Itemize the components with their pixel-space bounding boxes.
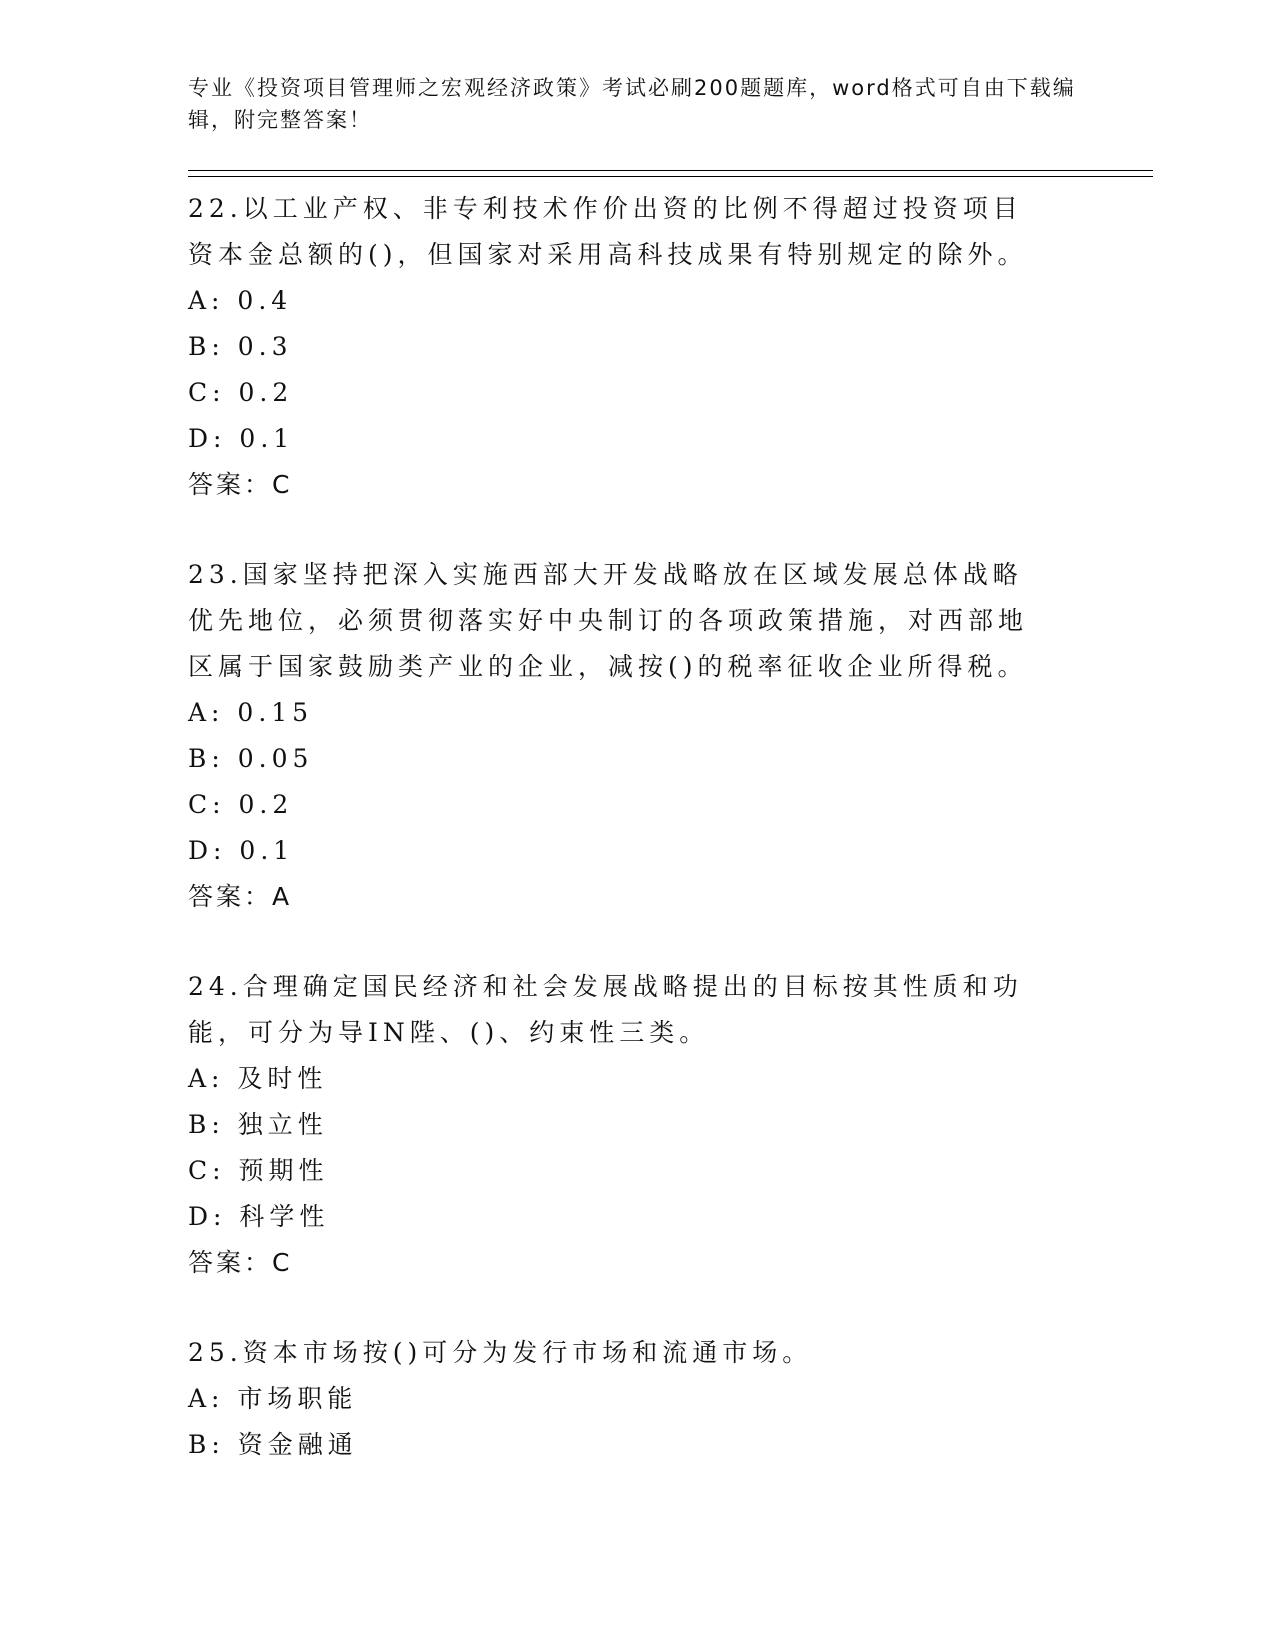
option-b: B: 0.3	[188, 332, 293, 361]
header-divider-top	[188, 170, 1153, 171]
answer-text: 答案：C	[188, 470, 293, 499]
option-d: D: 0.1	[188, 836, 295, 865]
question-list	[188, 186, 1088, 1512]
option-a: A: 0.15	[188, 698, 314, 727]
option-c: C: 0.2	[188, 378, 294, 407]
question-22	[188, 186, 1088, 508]
header-divider-bottom	[188, 176, 1153, 177]
option-a: A: 及时性	[188, 1064, 328, 1093]
question-stem: 23.国家坚持把深入实施西部大开发战略放在区域发展总体战略优先地位，必须贯彻落实好中央制订的各项政策措施，对西部地区属于国家鼓励类产业的企业，减按()的税率征收企业所得税。	[188, 560, 1029, 681]
option-d: D: 科学性	[188, 1202, 330, 1231]
option-c: C: 0.2	[188, 790, 294, 819]
answer-text: 答案：C	[188, 1248, 293, 1277]
question-stem: 25.资本市场按()可分为发行市场和流通市场。	[188, 1338, 813, 1367]
question-25	[188, 1330, 1088, 1468]
question-23	[188, 552, 1088, 920]
answer-text: 答案：A	[188, 882, 293, 911]
question-stem: 24.合理确定国民经济和社会发展战略提出的目标按其性质和功能，可分为导IN陛、()、约束性三类。	[188, 972, 1023, 1047]
document-intro	[188, 72, 1088, 136]
option-c: C: 预期性	[188, 1156, 329, 1185]
option-b: B: 0.05	[188, 744, 314, 773]
option-a: A: 市场职能	[188, 1384, 358, 1413]
option-a: A: 0.4	[188, 286, 293, 315]
option-b: B: 独立性	[188, 1110, 328, 1139]
question-stem: 22.以工业产权、非专利技术作价出资的比例不得超过投资项目资本金总额的()，但国家对采用高科技成果有特别规定的除外。	[188, 194, 1028, 269]
option-b: B: 资金融通	[188, 1430, 358, 1459]
intro-text: 专业《投资项目管理师之宏观经济政策》考试必刷200题题库，word格式可自由下载编辑，附完整答案！	[188, 76, 1076, 132]
option-d: D: 0.1	[188, 424, 295, 453]
question-24	[188, 964, 1088, 1286]
